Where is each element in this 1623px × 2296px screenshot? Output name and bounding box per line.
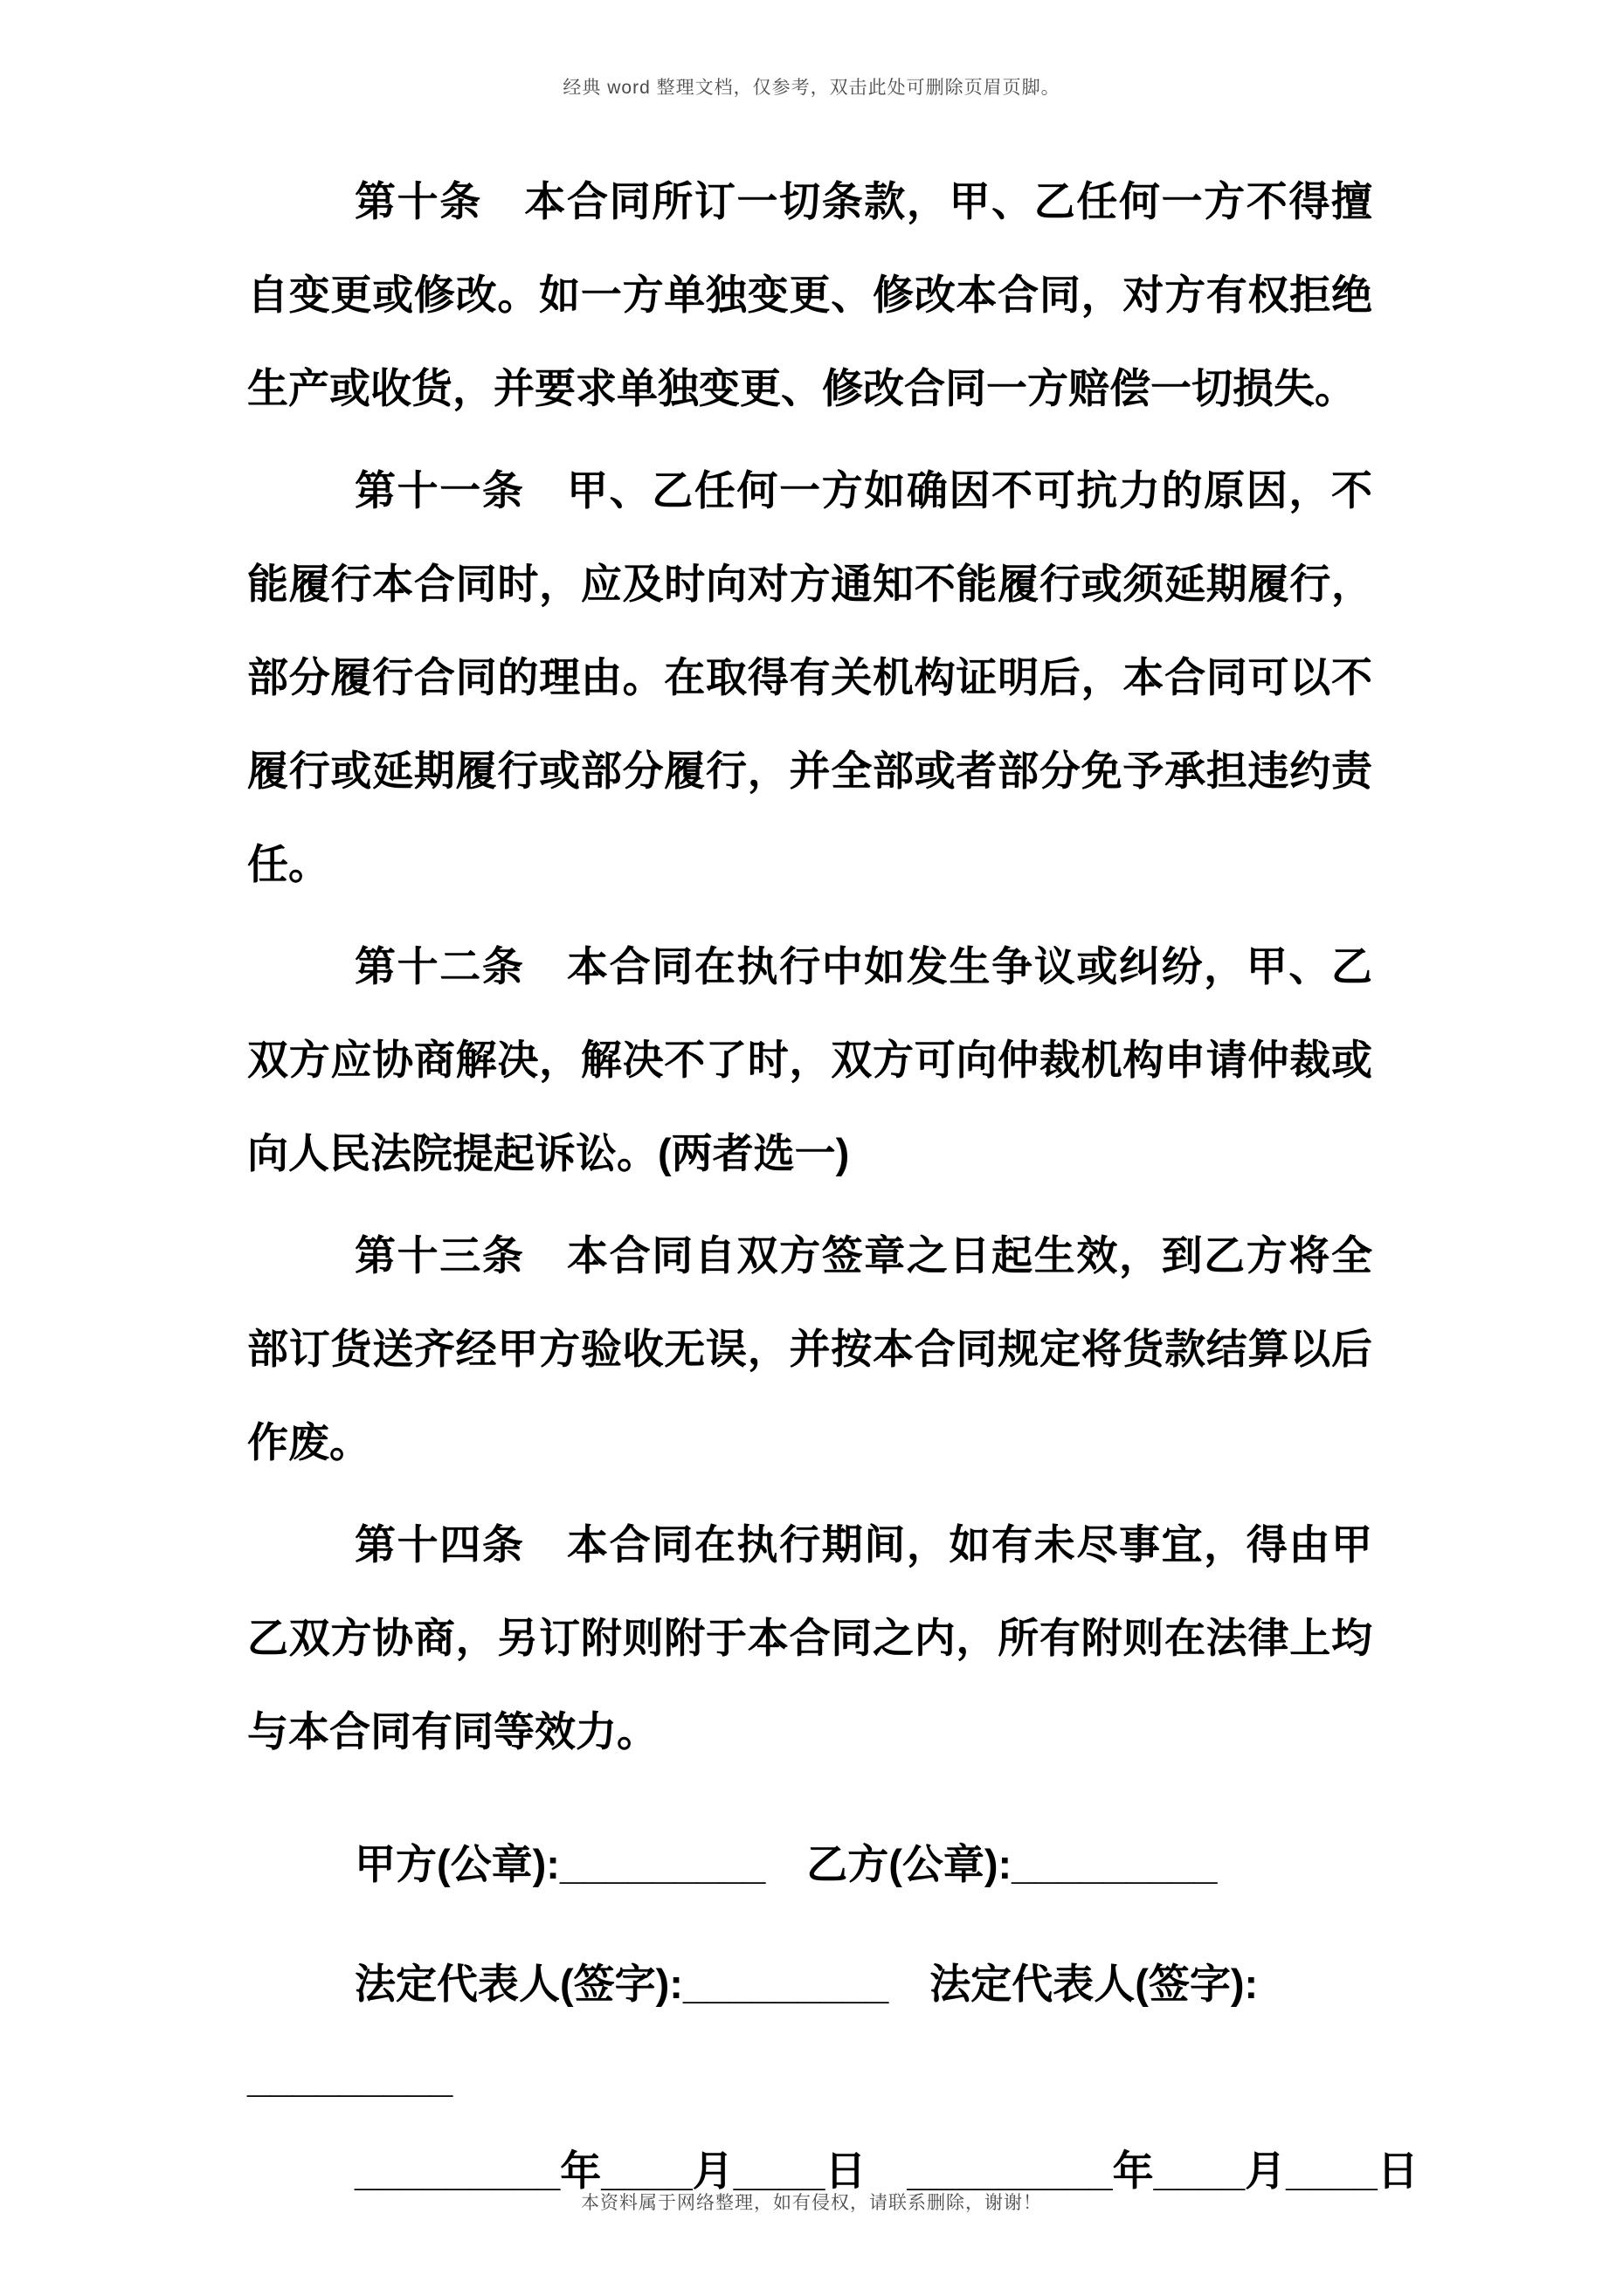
clause-14: 第十四条 本合同在执行期间，如有未尽事宜，得由甲乙双方协商，另订附则附于本合同之内，所有附则在法律上均与本合同有同等效力。	[247, 1521, 1372, 1755]
clause-10: 第十条 本合同所订一切条款，甲、乙任何一方不得擅自变更或修改。如一方单独变更、修改本合同，对方有权拒绝生产或收货，并要求单独变更、修改合同一方赔偿一切损失。	[247, 178, 1372, 411]
clause-11: 第十一条 甲、乙任何一方如确因不可抗力的原因，不能履行本合同时，应及时向对方通知不能履行或须延期履行，部分履行合同的理由。在取得有关机构证明后，本合同可以不履行或延期履行或部分履行，并全部或者部分免予承担违约责任。	[247, 467, 1372, 887]
clause-13: 第十三条 本合同自双方签章之日起生效，到乙方将全部订货送齐经甲方验收无误，并按本合同规定将货款结算以后作废。	[247, 1232, 1372, 1465]
clause-12: 第十二条 本合同在执行中如发生争议或纠纷，甲、乙双方应协商解决，解决不了时，双方可向仲裁机构申请仲裁或向人民法院提起诉讼。(两者选一)	[247, 943, 1372, 1176]
footer-notice: 本资料属于网络整理，如有侵权，请联系删除，谢谢！	[581, 2193, 1042, 2213]
date-line: _________年____月____日 _________年____月____日	[355, 2148, 1419, 2194]
legal-representative-continuation-line: _________	[247, 2054, 453, 2100]
header-notice: 经典 word 整理文档，仅参考，双击此处可删除页眉页脚。	[563, 78, 1060, 98]
contract-body	[247, 155, 1419, 2217]
legal-representative-line: 法定代表人(签字):_________ 法定代表人(签字):	[355, 1961, 1259, 2007]
party-seal-line: 甲方(公章):_________ 乙方(公章):_________	[355, 1841, 1218, 1887]
